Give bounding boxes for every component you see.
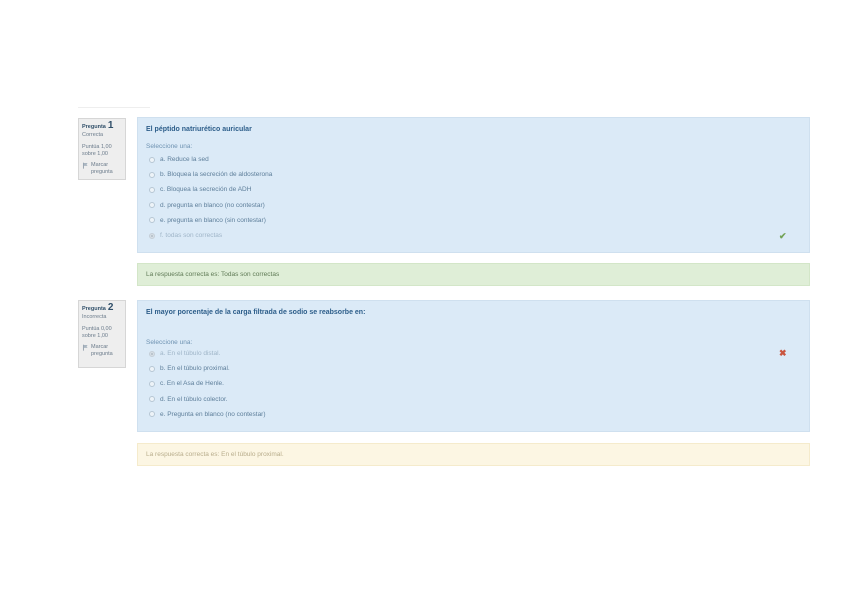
- radio-button[interactable]: [149, 202, 155, 208]
- check-icon: ✔: [779, 231, 787, 241]
- radio-button[interactable]: [149, 411, 155, 417]
- radio-button-checked[interactable]: [149, 351, 155, 357]
- answer-label: a. Reduce la sed: [160, 156, 209, 164]
- question-1-content: [137, 117, 810, 253]
- select-one-prompt: Seleccione una:: [146, 339, 193, 346]
- radio-button[interactable]: [149, 187, 155, 193]
- correct-answer-text: La respuesta correcta es: En el túbulo proximal.: [146, 451, 284, 458]
- question-label: Pregunta: [82, 124, 106, 130]
- question-number: 2: [107, 302, 114, 313]
- question-2-number: [82, 304, 122, 313]
- answer-option[interactable]: [146, 407, 801, 422]
- flag-label: Marcar pregunta: [91, 162, 113, 175]
- answer-label: e. Pregunta en blanco (no contestar): [160, 410, 266, 418]
- question-1-number: [82, 122, 122, 131]
- radio-button[interactable]: [149, 381, 155, 387]
- answer-label: d. En el túbulo colector.: [160, 395, 228, 403]
- question-2-grade: Puntúa 0,00 sobre 1,00: [82, 326, 112, 339]
- question-2-info: [78, 300, 126, 368]
- radio-button-checked[interactable]: [149, 233, 155, 239]
- answer-option[interactable]: [146, 213, 801, 228]
- question-number: 1: [107, 120, 114, 131]
- answer-label: c. Bloquea la secreción de ADH: [160, 186, 252, 194]
- correct-answer-text: La respuesta correcta es: Todas son correctas: [146, 271, 280, 278]
- question-1-grade: Puntúa 1,00 sobre 1,00: [82, 144, 112, 157]
- question-label: Pregunta: [82, 306, 106, 312]
- answer-option[interactable]: [146, 392, 801, 407]
- answer-label: c. En el Asa de Henle.: [160, 380, 224, 388]
- answer-option[interactable]: [146, 198, 801, 213]
- question-1-answers: [146, 152, 801, 243]
- question-2-content: [137, 300, 810, 432]
- answer-option[interactable]: [146, 361, 801, 376]
- question-1-feedback: [137, 263, 810, 286]
- question-2-feedback: [137, 443, 810, 466]
- answer-label: a. En el túbulo distal.: [160, 350, 221, 358]
- flag-icon: [82, 162, 89, 169]
- question-1-text: El péptido natriurético auricular: [146, 126, 252, 133]
- radio-button[interactable]: [149, 172, 155, 178]
- radio-button[interactable]: [149, 217, 155, 223]
- flag-question-1-link[interactable]: [82, 162, 122, 176]
- flag-icon: [82, 344, 89, 351]
- flag-label: Marcar pregunta: [91, 344, 113, 357]
- answer-label: b. En el túbulo proximal.: [160, 365, 230, 373]
- flag-question-2-link[interactable]: [82, 344, 122, 358]
- answer-option[interactable]: [146, 152, 801, 167]
- question-2-state: Incorrecta: [82, 314, 107, 320]
- cross-icon: ✖: [779, 348, 787, 358]
- radio-button[interactable]: [149, 396, 155, 402]
- radio-button[interactable]: [149, 366, 155, 372]
- question-2-answers: [146, 346, 801, 422]
- answer-option[interactable]: [146, 167, 801, 182]
- answer-label: f. todas son correctas: [160, 232, 223, 240]
- answer-option-selected[interactable]: [146, 228, 801, 243]
- answer-option[interactable]: [146, 182, 801, 197]
- answer-option[interactable]: [146, 376, 801, 391]
- top-divider: [78, 107, 150, 108]
- answer-option-selected[interactable]: [146, 346, 801, 361]
- answer-label: d. pregunta en blanco (no contestar): [160, 201, 265, 209]
- answer-label: e. pregunta en blanco (sin contestar): [160, 216, 266, 224]
- radio-button[interactable]: [149, 157, 155, 163]
- answer-label: b. Bloquea la secreción de aldosterona: [160, 171, 273, 179]
- question-1-info: [78, 118, 126, 180]
- question-1-state: Correcta: [82, 132, 104, 138]
- question-2-text: El mayor porcentaje de la carga filtrada de sodio se reabsorbe en:: [146, 309, 366, 316]
- select-one-prompt: Seleccione una:: [146, 143, 193, 150]
